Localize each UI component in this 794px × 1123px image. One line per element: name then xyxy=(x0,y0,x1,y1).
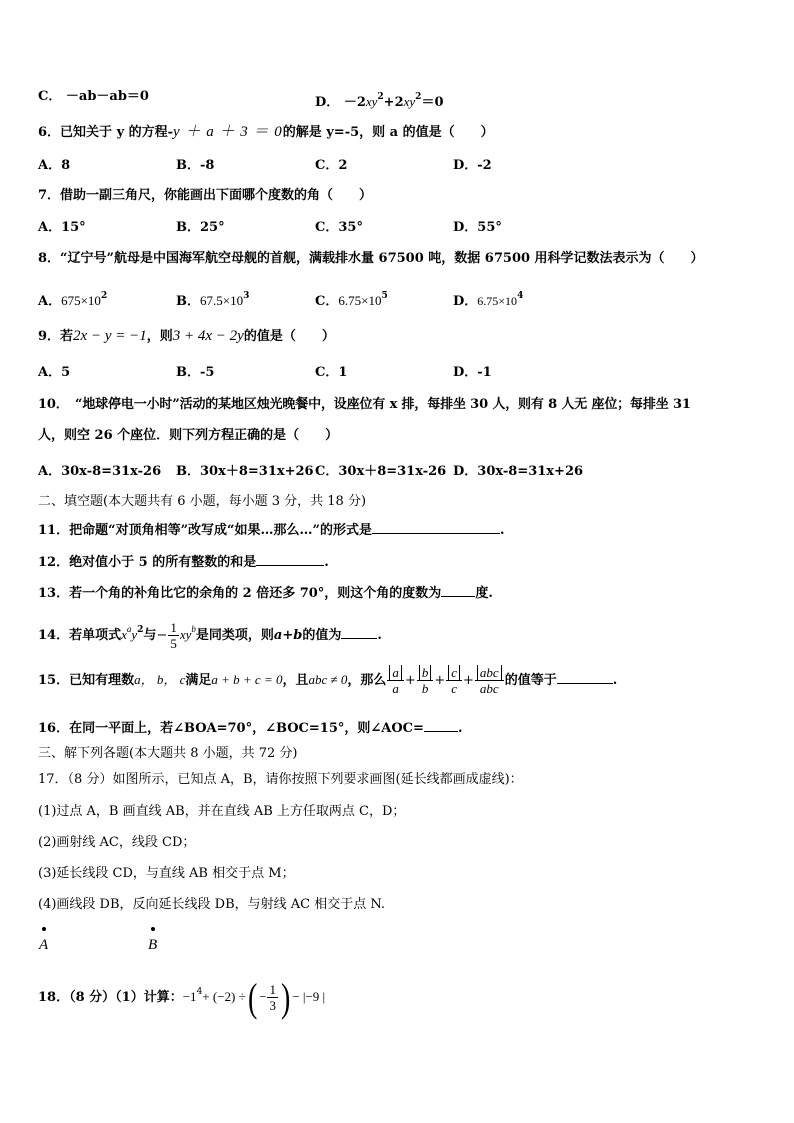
q5-option-d-label: D． xyxy=(315,95,340,110)
q6-stem xyxy=(38,123,494,142)
q15-fraction-abc-denominator: abc xyxy=(479,681,499,696)
q15-fraction-b-denominator: b xyxy=(421,681,429,696)
q15-variables: a， b， c xyxy=(134,672,186,687)
q8-option-b-label: B． xyxy=(176,294,200,309)
q8-option-c-base: 6.75×10 xyxy=(338,293,382,308)
q6-option-a: A．8 xyxy=(38,158,71,173)
q14-fraction-denominator: 5 xyxy=(170,636,177,651)
q15-fraction-b xyxy=(417,665,434,696)
q6-equation: y ＋ a ＋ 3 ＝ 0 xyxy=(173,124,283,140)
q18-left-paren: ( xyxy=(247,974,258,1020)
q8-option-c-label: C． xyxy=(315,294,339,309)
q18-stem xyxy=(38,970,325,1020)
q18-term1-exp: 4 xyxy=(196,987,203,997)
q15-fraction-c-numerator: c xyxy=(448,665,460,680)
point-a-label: A xyxy=(39,937,49,953)
q18-stem-text: 18．（8 分）（1）计算： xyxy=(38,990,183,1005)
q12-stem-text: 12．绝对值小于 5 的所有整数的和是 xyxy=(38,555,257,570)
q14-stem-end: . xyxy=(377,628,382,643)
q14-monomial1-exp-2: 2 xyxy=(137,625,144,635)
q14-stem-part3: 是同类项，则 xyxy=(195,628,274,643)
q18-right-paren: ) xyxy=(280,974,291,1020)
q13-stem-text: 13．若一个角的补角比它的余角的 2 倍还多 70°，则这个角的度数为 xyxy=(38,586,442,601)
q15-fraction-b-numerator: b xyxy=(419,665,432,680)
q8-option-a xyxy=(38,287,107,311)
q7-stem: 7．借助一副三角尺，你能画出下面哪个度数的角（ ） xyxy=(38,188,373,203)
q14-stem-part1: 14．若单项式 xyxy=(38,628,122,643)
q14-monomial2: xy xyxy=(179,627,192,642)
q17-step-3: (3)延长线段 CD，与直线 AB 相交于点 M； xyxy=(38,866,295,881)
q15-stem-end: . xyxy=(612,673,618,688)
q6-stem-part2: 的解是 y=-5，则 a 的值是（ ） xyxy=(282,125,494,140)
q12-stem xyxy=(38,553,329,572)
q5-option-c xyxy=(38,88,149,106)
q8-option-d xyxy=(453,287,523,311)
q7-option-a: A．15° xyxy=(38,220,86,235)
q18-fraction-denominator: 3 xyxy=(269,998,276,1013)
q14-monomial2-exp-b: b xyxy=(191,624,196,634)
q8-option-a-base: 675×10 xyxy=(61,293,101,308)
q5-option-d-exp1: 2 xyxy=(377,92,384,102)
point-b-dot xyxy=(151,927,155,931)
q13-answer-blank[interactable] xyxy=(441,584,475,597)
q7-option-d: D．55° xyxy=(453,220,502,235)
q15-stem-part2: 满足 xyxy=(185,673,212,688)
q14-stem xyxy=(38,612,382,653)
q15-stem xyxy=(38,660,617,701)
q15-fraction-c xyxy=(446,665,462,696)
q10-option-a: A．30x-8=31x-26 xyxy=(38,464,162,479)
q15-stem-part1: 15．已知有理数 xyxy=(38,673,135,688)
q15-plus-3: + xyxy=(463,673,474,688)
q11-answer-blank[interactable] xyxy=(372,521,500,534)
q8-option-d-base: 6.75×10 xyxy=(477,294,518,308)
q14-answer-blank[interactable] xyxy=(341,626,377,639)
q14-stem-part2: 与 xyxy=(143,628,157,643)
q6-option-b: B．-8 xyxy=(176,158,215,173)
q17-step-2: (2)画射线 AC，线段 CD； xyxy=(38,835,196,850)
q15-fraction-abc xyxy=(475,665,504,696)
q5-option-d xyxy=(315,88,443,112)
q15-plus-1: + xyxy=(404,673,416,688)
q9-expr1: 2x − y = −1 xyxy=(73,328,147,344)
q14-fraction xyxy=(168,620,179,651)
q15-fraction-abc-numerator: abc xyxy=(477,665,502,680)
q5-option-d-var2: xy xyxy=(403,94,416,109)
q6-option-c: C．2 xyxy=(315,158,348,173)
q14-monomial1-y: y xyxy=(131,627,138,642)
q14-stem-part4: 的值为 xyxy=(302,628,342,643)
q8-option-b-exp: 3 xyxy=(243,291,250,301)
q8-option-c xyxy=(315,287,388,311)
q12-stem-end: . xyxy=(324,555,329,570)
q15-fraction-a-denominator: a xyxy=(392,681,399,696)
q6-stem-part1: 6．已知关于 y 的方程- xyxy=(38,125,174,140)
q11-stem xyxy=(38,521,505,540)
q5-option-d-var1: xy xyxy=(365,94,378,109)
q5-option-c-text: －ab－ab＝0 xyxy=(65,89,149,104)
q5-option-d-part3: ＝0 xyxy=(421,95,444,110)
q9-option-c: C．1 xyxy=(315,365,348,380)
q11-stem-text: 11．把命题“对顶角相等”改写成“如果…那么…”的形式是 xyxy=(38,523,373,538)
q10-option-d: D．30x-8=31x+26 xyxy=(453,464,584,479)
q9-stem-part3: 的值是（ ） xyxy=(243,329,335,344)
q14-fraction-numerator: 1 xyxy=(170,620,177,635)
point-b-label: B xyxy=(148,937,158,953)
q6-option-d: D．-2 xyxy=(453,158,492,173)
q15-stem-part5: 的值等于 xyxy=(504,673,557,688)
q18-fraction-minus: − xyxy=(259,989,267,1004)
q17-stem: 17．（8 分）如图所示，已知点 A，B，请你按照下列要求画图(延长线都画成虚线)： xyxy=(38,772,523,787)
q8-option-c-exp: 5 xyxy=(381,291,388,301)
q9-expr2: 3 + 4x − 2y xyxy=(172,328,244,344)
q12-answer-blank[interactable] xyxy=(256,553,324,566)
q13-stem xyxy=(38,584,493,603)
q18-fraction-numerator: 1 xyxy=(269,982,276,997)
q16-stem-text: 16．在同一平面上，若∠BOA=70°，∠BOC=15°，则∠AOC= xyxy=(38,721,424,736)
q9-stem xyxy=(38,327,335,346)
q13-stem-end: 度. xyxy=(475,586,493,601)
q8-option-d-label: D． xyxy=(453,294,478,309)
q18-fraction xyxy=(267,982,278,1013)
q8-option-b xyxy=(176,287,249,311)
q8-option-a-exp: 2 xyxy=(100,291,108,301)
q18-term2: + (−2) ÷ xyxy=(202,989,246,1004)
q10-stem-line2: 人，则空 26 个座位．则下列方程正确的是（ ） xyxy=(38,428,339,443)
q8-option-a-label: A． xyxy=(38,294,62,309)
q15-fraction-a xyxy=(387,665,404,696)
q10-stem-line1: 10． “地球停电一小时”活动的某地区烛光晚餐中，设座位有 x 排，每排坐 30 人，则有 8 人无 座位；每排坐 31 xyxy=(38,397,691,412)
q14-monomial1-exp-a: a xyxy=(126,624,132,634)
q5-option-d-exp2: 2 xyxy=(415,92,422,102)
point-a-dot xyxy=(42,927,46,931)
q15-fraction-a-numerator: a xyxy=(389,665,402,680)
q18-term1: −1 xyxy=(182,989,197,1004)
section-3-heading: 三、解下列各题(本大题共 8 小题，共 72 分) xyxy=(38,746,298,761)
q16-stem-end: . xyxy=(457,721,463,736)
q15-plus-2: + xyxy=(434,673,446,688)
q8-option-b-base: 67.5×10 xyxy=(200,293,244,308)
q15-stem-part4: ，那么 xyxy=(347,673,387,688)
q7-option-b: B．25° xyxy=(176,220,225,235)
q5-option-d-part1: －2 xyxy=(343,95,366,110)
q15-equation-sum: a + b + c = 0 xyxy=(211,672,283,687)
q7-option-c: C．35° xyxy=(315,220,363,235)
section-2-heading: 二、填空题(本大题共有 6 小题，每小题 3 分，共 18 分) xyxy=(38,494,367,509)
q11-stem-end: . xyxy=(500,523,505,538)
q15-inequation: abc ≠ 0 xyxy=(308,672,348,687)
q10-option-c: C．30x＋8=31x-26 xyxy=(315,464,447,479)
q17-step-4: (4)画线段 DB，反向延长线段 DB，与射线 AC 相交于点 N. xyxy=(38,897,386,912)
q14-minus-sign: − xyxy=(156,628,168,643)
q10-option-b: B．30x＋8=31x+26 xyxy=(176,464,314,479)
q16-stem xyxy=(38,719,462,738)
q9-stem-part1: 9．若 xyxy=(38,329,74,344)
q9-option-d: D．-1 xyxy=(453,365,492,380)
q9-stem-part2: ，则 xyxy=(146,329,173,344)
q18-term3: − |−9 | xyxy=(292,989,326,1004)
q15-answer-blank[interactable] xyxy=(557,671,613,684)
q9-option-b: B．-5 xyxy=(176,365,215,380)
q16-answer-blank[interactable] xyxy=(424,719,458,732)
q5-option-c-label: C． xyxy=(38,89,62,104)
q8-option-d-exp: 4 xyxy=(517,291,524,301)
q14-monomial1-x: x xyxy=(121,627,127,642)
q14-a-plus-b: a+b xyxy=(273,628,303,643)
q15-stem-part3: ，且 xyxy=(282,673,309,688)
q5-option-d-part2: +2 xyxy=(383,95,404,110)
q17-step-1: (1)过点 A，B 画直线 AB，并在直线 AB 上方任取两点 C，D； xyxy=(38,804,406,819)
q8-stem: 8．“辽宁号”航母是中国海军航空母舰的首舰，满载排水量 67500 吨，数据 67500 用科学记数法表示为（ ） xyxy=(38,251,704,266)
q15-fraction-c-denominator: c xyxy=(451,681,458,696)
q9-option-a: A．5 xyxy=(38,365,71,380)
